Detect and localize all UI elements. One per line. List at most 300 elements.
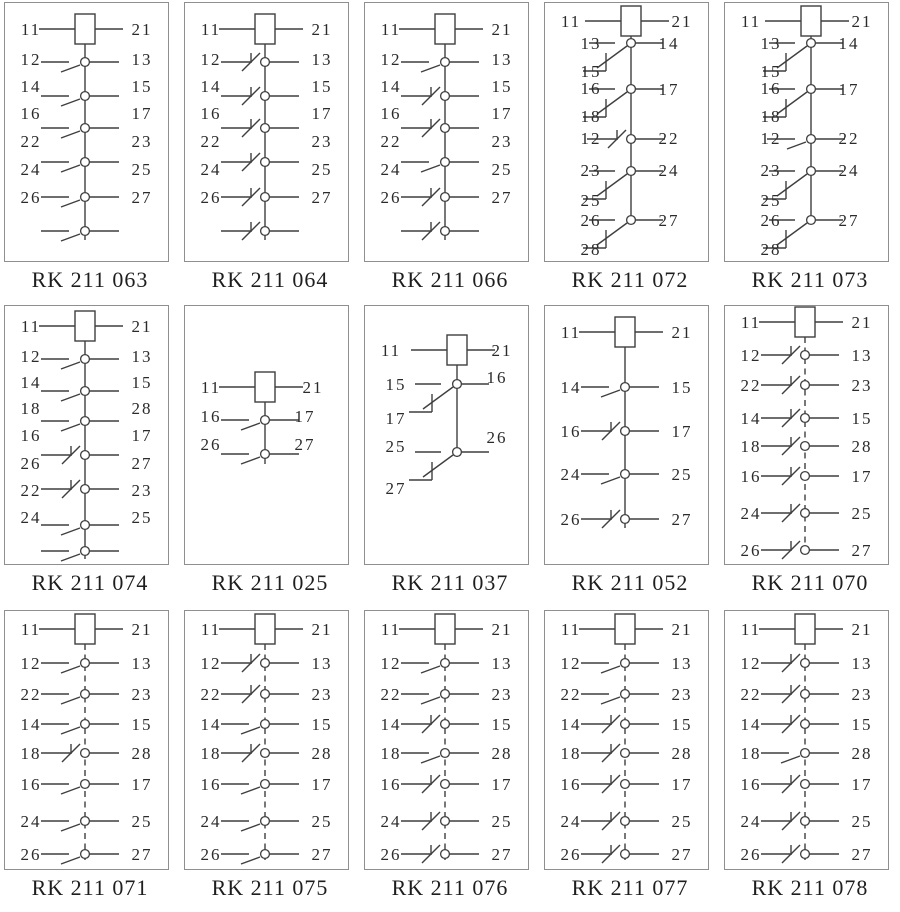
terminal-label: 17 xyxy=(131,426,153,445)
contact-circle xyxy=(621,817,630,826)
terminal-label: 21 xyxy=(491,341,513,360)
terminal-label: 28 xyxy=(491,744,513,763)
contact-circle xyxy=(261,850,270,859)
contact-blade xyxy=(421,165,440,172)
terminal-label: 11 xyxy=(560,323,582,342)
terminal-label: 17 xyxy=(671,775,693,794)
contact-blade xyxy=(61,787,80,794)
relay-circuit-drawing xyxy=(185,611,348,869)
terminal-label: 15 xyxy=(851,715,873,734)
terminal-label: 27 xyxy=(311,188,333,207)
contact-circle xyxy=(801,690,810,699)
contact-circle xyxy=(801,817,810,826)
terminal-label: 17 xyxy=(851,467,873,486)
terminal-label: 21 xyxy=(671,323,693,342)
terminal-label: 27 xyxy=(131,188,153,207)
contact-blade xyxy=(241,857,260,864)
terminal-label: 12 xyxy=(740,346,762,365)
terminal-label: 25 xyxy=(491,812,513,831)
contact-circle xyxy=(453,380,462,389)
contact-blade xyxy=(61,99,80,106)
diagram-cell-box xyxy=(724,610,889,870)
terminal-label: 16 xyxy=(760,79,782,98)
contact-circle xyxy=(441,817,450,826)
contact-circle xyxy=(81,193,90,202)
terminal-label: 21 xyxy=(311,20,333,39)
terminal-label: 18 xyxy=(740,744,762,763)
contact-blade xyxy=(777,92,807,114)
terminal-label: 23 xyxy=(131,132,153,151)
relay-circuit-drawing xyxy=(725,306,888,564)
contact-blade xyxy=(61,727,80,734)
terminal-label: 16 xyxy=(560,422,582,441)
contact-circle xyxy=(261,124,270,133)
contact-circle xyxy=(261,817,270,826)
terminal-label: 12 xyxy=(200,654,222,673)
terminal-label: 26 xyxy=(20,845,42,864)
terminal-label: 18 xyxy=(380,744,402,763)
terminal-label: 16 xyxy=(200,775,222,794)
terminal-label: 11 xyxy=(200,378,222,397)
contact-circle xyxy=(81,720,90,729)
contact-blade xyxy=(61,824,80,831)
terminal-label: 22 xyxy=(200,685,222,704)
terminal-label: 28 xyxy=(311,744,333,763)
terminal-label: 24 xyxy=(560,812,582,831)
contact-circle xyxy=(81,817,90,826)
contact-circle xyxy=(807,216,816,225)
terminal-label: 17 xyxy=(851,775,873,794)
terminal-label: 25 xyxy=(851,504,873,523)
coil-rect xyxy=(435,14,455,44)
contact-circle xyxy=(261,450,270,459)
terminal-label: 24 xyxy=(740,812,762,831)
terminal-label: 15 xyxy=(671,715,693,734)
coil-rect xyxy=(435,614,455,644)
terminal-label: 27 xyxy=(838,211,860,230)
contact-circle xyxy=(261,659,270,668)
terminal-label: 12 xyxy=(740,654,762,673)
terminal-label: 15 xyxy=(491,77,513,96)
terminal-label: 24 xyxy=(380,160,402,179)
contact-circle xyxy=(807,135,816,144)
terminal-label: 13 xyxy=(851,346,873,365)
contact-blade xyxy=(61,65,80,72)
coil-rect xyxy=(255,14,275,44)
relay-circuit-drawing xyxy=(185,3,348,261)
terminal-label: 13 xyxy=(491,654,513,673)
terminal-label: 27 xyxy=(671,510,693,529)
contact-circle xyxy=(801,351,810,360)
terminal-label: 26 xyxy=(200,845,222,864)
terminal-label: 18 xyxy=(760,107,782,126)
terminal-label: 17 xyxy=(385,409,407,428)
terminal-label: 24 xyxy=(380,812,402,831)
terminal-label: 14 xyxy=(560,715,582,734)
contact-circle xyxy=(81,158,90,167)
terminal-label: 24 xyxy=(838,161,860,180)
terminal-label: 17 xyxy=(658,80,680,99)
terminal-label: 14 xyxy=(560,378,582,397)
terminal-label: 16 xyxy=(20,426,42,445)
terminal-label: 11 xyxy=(20,620,42,639)
contact-circle xyxy=(81,659,90,668)
coil-rect xyxy=(75,614,95,644)
terminal-label: 17 xyxy=(311,104,333,123)
terminal-label: 16 xyxy=(740,775,762,794)
terminal-label: 26 xyxy=(200,188,222,207)
contact-circle xyxy=(801,381,810,390)
terminal-label: 14 xyxy=(20,77,42,96)
contact-circle xyxy=(801,442,810,451)
contact-circle xyxy=(627,216,636,225)
terminal-label: 23 xyxy=(131,481,153,500)
terminal-label: 21 xyxy=(671,12,693,31)
contact-circle xyxy=(441,92,450,101)
contact-circle xyxy=(81,451,90,460)
coil-rect xyxy=(75,14,95,44)
terminal-label: 25 xyxy=(851,812,873,831)
terminal-label: 13 xyxy=(131,50,153,69)
terminal-label: 18 xyxy=(200,744,222,763)
terminal-label: 14 xyxy=(740,715,762,734)
terminal-label: 23 xyxy=(671,685,693,704)
contact-circle xyxy=(627,167,636,176)
contact-circle xyxy=(261,749,270,758)
terminal-label: 17 xyxy=(491,775,513,794)
terminal-label: 26 xyxy=(20,454,42,473)
coil-rect xyxy=(255,372,275,402)
terminal-label: 22 xyxy=(740,376,762,395)
terminal-label: 27 xyxy=(658,211,680,230)
diagram-cell-box xyxy=(184,2,349,262)
terminal-label: 24 xyxy=(20,508,42,527)
terminal-label: 24 xyxy=(658,161,680,180)
terminal-label: 22 xyxy=(380,132,402,151)
terminal-label: 27 xyxy=(491,188,513,207)
terminal-label: 27 xyxy=(851,541,873,560)
contact-circle xyxy=(441,850,450,859)
contact-circle xyxy=(261,720,270,729)
contact-circle xyxy=(621,720,630,729)
terminal-label: 25 xyxy=(760,191,782,210)
terminal-label: 24 xyxy=(200,812,222,831)
contact-circle xyxy=(261,780,270,789)
cell-caption: RK 211 072 xyxy=(571,267,689,292)
contact-circle xyxy=(801,659,810,668)
contact-circle xyxy=(81,417,90,426)
terminal-label: 24 xyxy=(20,160,42,179)
terminal-label: 12 xyxy=(760,129,782,148)
terminal-label: 13 xyxy=(491,50,513,69)
contact-circle xyxy=(81,58,90,67)
terminal-label: 12 xyxy=(380,654,402,673)
diagram-cell-box xyxy=(364,610,529,870)
terminal-label: 12 xyxy=(20,50,42,69)
terminal-label: 27 xyxy=(131,845,153,864)
terminal-label: 17 xyxy=(131,104,153,123)
contact-circle xyxy=(81,227,90,236)
contact-blade xyxy=(777,174,807,196)
terminal-label: 28 xyxy=(131,399,153,418)
contact-circle xyxy=(261,92,270,101)
terminal-label: 21 xyxy=(131,317,153,336)
terminal-label: 18 xyxy=(740,437,762,456)
terminal-label: 28 xyxy=(851,437,873,456)
terminal-label: 15 xyxy=(131,715,153,734)
terminal-label: 21 xyxy=(671,620,693,639)
terminal-label: 15 xyxy=(760,62,782,81)
terminal-label: 21 xyxy=(491,20,513,39)
terminal-label: 13 xyxy=(131,347,153,366)
terminal-label: 15 xyxy=(311,77,333,96)
terminal-label: 22 xyxy=(200,132,222,151)
terminal-label: 13 xyxy=(851,654,873,673)
terminal-label: 25 xyxy=(311,812,333,831)
terminal-label: 27 xyxy=(851,845,873,864)
contact-circle xyxy=(441,193,450,202)
terminal-label: 22 xyxy=(20,685,42,704)
contact-circle xyxy=(261,193,270,202)
contact-blade xyxy=(241,457,260,464)
terminal-label: 11 xyxy=(740,12,762,31)
cell-caption: RK 211 073 xyxy=(751,267,869,292)
terminal-label: 14 xyxy=(740,409,762,428)
cell-caption: RK 211 070 xyxy=(751,570,869,595)
contact-blade xyxy=(597,223,627,245)
diagram-cell-box xyxy=(184,305,349,565)
terminal-label: 26 xyxy=(20,188,42,207)
contact-circle xyxy=(807,85,816,94)
contact-blade xyxy=(241,824,260,831)
terminal-label: 23 xyxy=(131,685,153,704)
terminal-label: 24 xyxy=(200,160,222,179)
contact-blade xyxy=(601,390,620,397)
terminal-label: 14 xyxy=(380,715,402,734)
coil-rect xyxy=(75,311,95,341)
terminal-label: 11 xyxy=(560,12,582,31)
terminal-label: 28 xyxy=(580,240,602,259)
terminal-label: 23 xyxy=(851,685,873,704)
contact-circle xyxy=(807,167,816,176)
terminal-label: 16 xyxy=(380,104,402,123)
diagram-cell-box xyxy=(544,610,709,870)
terminal-label: 13 xyxy=(760,34,782,53)
terminal-label: 17 xyxy=(838,80,860,99)
terminal-label: 11 xyxy=(200,20,222,39)
contact-circle xyxy=(81,780,90,789)
terminal-label: 11 xyxy=(560,620,582,639)
relay-circuit-drawing xyxy=(365,611,528,869)
diagram-cell-box xyxy=(724,305,889,565)
relay-circuit-drawing xyxy=(5,3,168,261)
contact-blade xyxy=(61,697,80,704)
contact-blade xyxy=(597,92,627,114)
contact-circle xyxy=(627,39,636,48)
contact-blade xyxy=(241,423,260,430)
coil-rect xyxy=(615,614,635,644)
diagram-cell-box xyxy=(544,2,709,262)
terminal-label: 24 xyxy=(740,504,762,523)
terminal-label: 25 xyxy=(311,160,333,179)
terminal-label: 26 xyxy=(740,541,762,560)
coil-rect xyxy=(621,6,641,36)
contact-blade xyxy=(61,666,80,673)
contact-circle xyxy=(81,690,90,699)
terminal-label: 13 xyxy=(131,654,153,673)
terminal-label: 11 xyxy=(740,313,762,332)
terminal-label: 23 xyxy=(760,161,782,180)
terminal-label: 22 xyxy=(740,685,762,704)
contact-circle xyxy=(81,387,90,396)
relay-circuit-drawing xyxy=(5,306,168,564)
terminal-label: 15 xyxy=(311,715,333,734)
contact-circle xyxy=(441,227,450,236)
coil-rect xyxy=(795,614,815,644)
relay-circuit-drawing xyxy=(365,306,528,564)
terminal-label: 23 xyxy=(311,685,333,704)
cell-caption: RK 211 063 xyxy=(31,267,149,292)
diagram-cell-box xyxy=(4,305,169,565)
terminal-label: 25 xyxy=(491,160,513,179)
relay-circuit-drawing xyxy=(545,611,708,869)
contact-blade xyxy=(777,223,807,245)
relay-circuit-drawing xyxy=(365,3,528,261)
terminal-label: 27 xyxy=(385,479,407,498)
terminal-label: 16 xyxy=(380,775,402,794)
contact-circle xyxy=(441,124,450,133)
terminal-label: 14 xyxy=(20,715,42,734)
terminal-label: 22 xyxy=(560,685,582,704)
contact-blade xyxy=(61,857,80,864)
terminal-label: 14 xyxy=(380,77,402,96)
terminal-label: 23 xyxy=(580,161,602,180)
contact-blade xyxy=(61,131,80,138)
terminal-label: 15 xyxy=(385,375,407,394)
terminal-label: 18 xyxy=(560,744,582,763)
terminal-label: 16 xyxy=(200,407,222,426)
contact-circle xyxy=(441,749,450,758)
terminal-label: 16 xyxy=(580,79,602,98)
terminal-label: 16 xyxy=(560,775,582,794)
contact-blade xyxy=(61,362,80,369)
terminal-label: 16 xyxy=(486,368,508,387)
terminal-label: 23 xyxy=(851,376,873,395)
terminal-label: 22 xyxy=(20,481,42,500)
terminal-label: 13 xyxy=(580,34,602,53)
terminal-label: 28 xyxy=(760,240,782,259)
terminal-label: 15 xyxy=(131,373,153,392)
terminal-label: 21 xyxy=(851,12,873,31)
diagram-cell-box xyxy=(4,610,169,870)
contact-circle xyxy=(621,427,630,436)
terminal-label: 21 xyxy=(131,620,153,639)
terminal-label: 21 xyxy=(311,620,333,639)
contact-blade xyxy=(421,666,440,673)
terminal-label: 13 xyxy=(311,654,333,673)
terminal-label: 22 xyxy=(380,685,402,704)
terminal-label: 17 xyxy=(491,104,513,123)
terminal-label: 13 xyxy=(671,654,693,673)
terminal-label: 17 xyxy=(131,775,153,794)
contact-blade xyxy=(61,528,80,535)
terminal-label: 15 xyxy=(851,409,873,428)
terminal-label: 21 xyxy=(131,20,153,39)
contact-blade xyxy=(601,697,620,704)
terminal-label: 14 xyxy=(838,34,860,53)
contact-circle xyxy=(81,749,90,758)
contact-blade xyxy=(421,65,440,72)
relay-circuit-drawing xyxy=(545,3,708,261)
terminal-label: 16 xyxy=(740,467,762,486)
contact-blade xyxy=(777,46,807,68)
terminal-label: 26 xyxy=(380,845,402,864)
contact-blade xyxy=(61,165,80,172)
terminal-label: 28 xyxy=(851,744,873,763)
relay-circuit-drawing xyxy=(725,3,888,261)
terminal-label: 11 xyxy=(380,620,402,639)
contact-circle xyxy=(627,135,636,144)
terminal-label: 14 xyxy=(200,77,222,96)
terminal-label: 26 xyxy=(580,211,602,230)
contact-circle xyxy=(801,509,810,518)
terminal-label: 25 xyxy=(671,465,693,484)
contact-blade xyxy=(241,787,260,794)
terminal-label: 15 xyxy=(131,77,153,96)
contact-circle xyxy=(441,690,450,699)
cell-caption: RK 211 052 xyxy=(571,570,689,595)
contact-circle xyxy=(621,780,630,789)
terminal-label: 12 xyxy=(20,654,42,673)
terminal-label: 27 xyxy=(311,845,333,864)
terminal-label: 11 xyxy=(380,341,402,360)
terminal-label: 14 xyxy=(658,34,680,53)
contact-circle xyxy=(621,690,630,699)
terminal-label: 14 xyxy=(20,373,42,392)
terminal-label: 27 xyxy=(294,435,316,454)
terminal-label: 22 xyxy=(20,132,42,151)
terminal-label: 27 xyxy=(131,454,153,473)
diagram-cell-box xyxy=(364,305,529,565)
terminal-label: 16 xyxy=(20,104,42,123)
contact-blade xyxy=(597,46,627,68)
terminal-label: 21 xyxy=(851,313,873,332)
terminal-label: 22 xyxy=(658,129,680,148)
contact-circle xyxy=(441,720,450,729)
terminal-label: 11 xyxy=(380,20,402,39)
contact-blade xyxy=(781,756,800,763)
contact-blade xyxy=(421,697,440,704)
diagram-cell-box xyxy=(364,2,529,262)
contact-circle xyxy=(621,515,630,524)
contact-blade xyxy=(423,455,453,477)
terminal-label: 15 xyxy=(491,715,513,734)
contact-blade xyxy=(601,666,620,673)
terminal-label: 24 xyxy=(560,465,582,484)
contact-circle xyxy=(81,355,90,364)
terminal-label: 25 xyxy=(671,812,693,831)
contact-circle xyxy=(801,546,810,555)
terminal-label: 12 xyxy=(200,50,222,69)
terminal-label: 21 xyxy=(851,620,873,639)
diagram-cell-box xyxy=(4,2,169,262)
terminal-label: 26 xyxy=(486,428,508,447)
cell-caption: RK 211 076 xyxy=(391,875,509,900)
contact-circle xyxy=(627,85,636,94)
terminal-label: 18 xyxy=(580,107,602,126)
terminal-label: 26 xyxy=(380,188,402,207)
terminal-label: 25 xyxy=(131,812,153,831)
